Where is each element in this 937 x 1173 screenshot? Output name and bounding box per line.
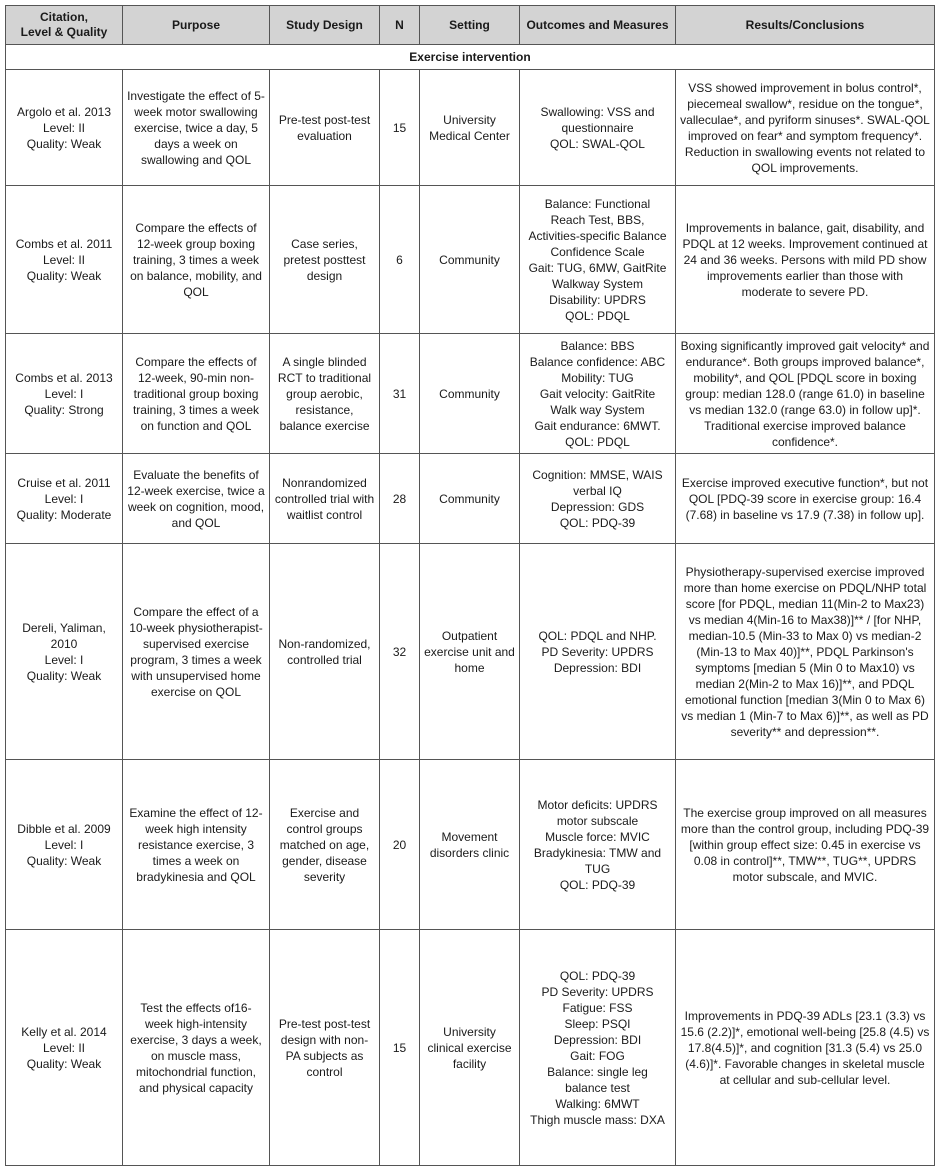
outcome-line: Fatigue: FSS bbox=[562, 1000, 633, 1015]
purpose-cell: Test the effects of16-week high-intensity exercise, 3 days a week, on muscle mass, mitochondrial function, and physical capacity bbox=[123, 930, 270, 1166]
table-row bbox=[6, 930, 935, 1166]
outcomes-cell bbox=[520, 334, 676, 454]
outcome-line: Balance: BBS bbox=[560, 338, 635, 353]
citation-line: Kelly et al. 2014 bbox=[21, 1024, 107, 1039]
citation-cell bbox=[6, 334, 123, 454]
study-design-cell: Non-randomized, controlled trial bbox=[270, 544, 380, 760]
purpose-cell: Compare the effect of a 10-week physiotherapist-supervised exercise program, 3 times a week with unsupervised home exercise on QOL bbox=[123, 544, 270, 760]
header-row bbox=[6, 6, 935, 45]
outcome-line: motor subscale bbox=[556, 813, 639, 828]
outcome-line: Balance confidence: ABC bbox=[529, 354, 666, 369]
outcomes-cell bbox=[520, 760, 676, 930]
header-citation bbox=[6, 6, 123, 45]
outcome-line: Bradykinesia: TMW and bbox=[533, 845, 662, 860]
setting-cell: University Medical Center bbox=[420, 70, 520, 186]
results-cell: The exercise group improved on all measures more than the control group, including PDQ-39 [within group effect size: 0.45 in exercise vs 0.08 in control]**, TMW**, TUG**, UPDRS motor subscale, and MVIC. bbox=[676, 760, 935, 930]
outcome-line: QOL: PDQL bbox=[565, 434, 630, 449]
outcome-line: QOL: PDQL and NHP. bbox=[538, 628, 657, 643]
outcome-line: PD Severity: UPDRS bbox=[541, 984, 654, 999]
study-design-cell: Pre-test post-test design with non-PA subjects as control bbox=[270, 930, 380, 1166]
citation-cell bbox=[6, 544, 123, 760]
citation-line: Combs et al. 2011 bbox=[15, 236, 113, 251]
citation-cell bbox=[6, 186, 123, 334]
outcomes-cell bbox=[520, 70, 676, 186]
purpose-cell: Evaluate the benefits of 12-week exercise, twice a week on cognition, mood, and QOL bbox=[123, 454, 270, 544]
n-cell: 28 bbox=[380, 454, 420, 544]
outcome-line: QOL: PDQ-39 bbox=[559, 877, 636, 892]
results-cell: Physiotherapy-supervised exercise improved more than home exercise on PDQL/NHP total score [for PDQL, median 11(Min-2 to Max23) vs median 4(Min-16 to Max38)]** / [for NHP, median-10.5 (Min-33 to Max 0) vs median-2 (Min-13 to Max 40)]**, PDQL Parkinson's symptoms [median 5 (Min 0 to Max10) vs median 2(Min-2 to Max 16)]**, and PDQL emotional function [median 3(Min 0 to Max 6) vs median 1 (Min-7 to Max 6)]**, as well as PD severity** and depression**. bbox=[676, 544, 935, 760]
n-cell: 32 bbox=[380, 544, 420, 760]
setting-cell: Movement disorders clinic bbox=[420, 760, 520, 930]
header-setting: Setting bbox=[420, 6, 520, 45]
table-row bbox=[6, 544, 935, 760]
outcome-line: Depression: BDI bbox=[553, 660, 642, 675]
citation-line: Level: I bbox=[44, 837, 84, 852]
citation-line: Level: II bbox=[42, 1040, 86, 1055]
citation-line: Quality: Strong bbox=[24, 402, 104, 417]
citation-line: Dereli, Yaliman, bbox=[22, 620, 106, 635]
n-cell: 31 bbox=[380, 334, 420, 454]
outcome-line: Muscle force: MVIC bbox=[545, 829, 650, 844]
purpose-cell: Investigate the effect of 5-week motor swallowing exercise, twice a day, 5 days a week on swallowing and QOL bbox=[123, 70, 270, 186]
outcomes-cell bbox=[520, 930, 676, 1166]
outcome-line: Reach Test, BBS, bbox=[550, 212, 645, 227]
outcome-line: verbal IQ bbox=[573, 483, 622, 498]
setting-cell: Outpatient exercise unit and home bbox=[420, 544, 520, 760]
outcome-line: Balance: single leg bbox=[547, 1064, 648, 1079]
n-cell: 15 bbox=[380, 930, 420, 1166]
setting-cell: University clinical exercise facility bbox=[420, 930, 520, 1166]
study-design-cell: Nonrandomized controlled trial with waitlist control bbox=[270, 454, 380, 544]
citation-line: Quality: Weak bbox=[26, 853, 102, 868]
setting-cell: Community bbox=[420, 186, 520, 334]
outcome-line: questionnaire bbox=[561, 120, 634, 135]
outcome-line: QOL: PDQ-39 bbox=[559, 515, 636, 530]
header-results: Results/Conclusions bbox=[676, 6, 935, 45]
table-row bbox=[6, 454, 935, 544]
header-citation-line2: Level & Quality bbox=[20, 25, 108, 39]
results-cell: Exercise improved executive function*, but not QOL [PDQ-39 score in exercise group: 16.4 (7.68) in baseline vs 17.9 (7.38) in follow up]. bbox=[676, 454, 935, 544]
citation-line: Combs et al. 2013 bbox=[15, 370, 113, 385]
results-cell: Improvements in balance, gait, disability, and PDQL at 12 weeks. Improvement continued at 24 and 36 weeks. Persons with mild PD show improvements earlier than those with moderate to severe PD. bbox=[676, 186, 935, 334]
results-cell: Improvements in PDQ-39 ADLs [23.1 (3.3) vs 15.6 (2.2)]*, emotional well-being [25.8 (4.5) vs 17.8(4.5)]*, and cognition [31.3 (5.4) vs 25.0 (4.6)]*. Favorable changes in skeletal muscle at cellular and sub-cellular level. bbox=[676, 930, 935, 1166]
header-purpose: Purpose bbox=[123, 6, 270, 45]
outcome-line: Confidence Scale bbox=[550, 244, 645, 259]
outcome-line: TUG bbox=[584, 861, 611, 876]
section-title: Exercise intervention bbox=[6, 45, 935, 70]
outcome-line: Gait endurance: 6MWT. bbox=[534, 418, 661, 433]
outcome-line: Sleep: PSQI bbox=[564, 1016, 631, 1031]
citation-line: Quality: Weak bbox=[26, 136, 102, 151]
header-study-design: Study Design bbox=[270, 6, 380, 45]
table-row bbox=[6, 760, 935, 930]
evidence-table bbox=[5, 5, 935, 1166]
citation-line: 2010 bbox=[50, 636, 78, 651]
citation-line: Quality: Moderate bbox=[16, 507, 112, 522]
citation-line: Level: II bbox=[42, 252, 86, 267]
table-row bbox=[6, 186, 935, 334]
outcome-line: Walk way System bbox=[550, 402, 645, 417]
study-design-cell: A single blinded RCT to traditional group aerobic, resistance, balance exercise bbox=[270, 334, 380, 454]
outcome-line: Motor deficits: UPDRS bbox=[537, 797, 658, 812]
outcome-line: Swallowing: VSS and bbox=[540, 104, 655, 119]
citation-line: Argolo et al. 2013 bbox=[16, 104, 112, 119]
outcomes-cell bbox=[520, 454, 676, 544]
header-citation-line1: Citation, bbox=[40, 10, 88, 24]
outcome-line: QOL: SWAL-QOL bbox=[550, 136, 645, 151]
citation-line: Level: I bbox=[44, 652, 84, 667]
results-cell: Boxing significantly improved gait velocity* and endurance*. Both groups improved balance*, mobility*, and QOL [PDQL score in boxing group: median 128.0 (range 61.0) in baseline vs median 132.0 (range 63.0) in follow up]*. Traditional exercise improved balance confidence*. bbox=[676, 334, 935, 454]
outcomes-cell bbox=[520, 544, 676, 760]
setting-cell: Community bbox=[420, 334, 520, 454]
citation-line: Quality: Weak bbox=[26, 668, 102, 683]
evidence-table-container bbox=[5, 5, 934, 1166]
outcome-line: Activities-specific Balance bbox=[528, 228, 667, 243]
outcome-line: Depression: GDS bbox=[550, 499, 645, 514]
citation-line: Level: I bbox=[44, 491, 84, 506]
purpose-cell: Examine the effect of 12-week high intensity resistance exercise, 3 times a week on bradykinesia and QOL bbox=[123, 760, 270, 930]
outcome-line: balance test bbox=[565, 1080, 630, 1095]
outcome-line: Thigh muscle mass: DXA bbox=[530, 1112, 665, 1127]
citation-line: Quality: Weak bbox=[26, 1056, 102, 1071]
outcome-line: Walkway System bbox=[552, 276, 643, 291]
citation-line: Level: I bbox=[44, 386, 84, 401]
outcome-line: QOL: PDQL bbox=[565, 308, 630, 323]
citation-line: Cruise et al. 2011 bbox=[17, 475, 111, 490]
citation-cell bbox=[6, 930, 123, 1166]
purpose-cell: Compare the effects of 12-week, 90-min non-traditional group boxing training, 3 times a week on function and QOL bbox=[123, 334, 270, 454]
outcome-line: Mobility: TUG bbox=[561, 370, 634, 385]
header-n: N bbox=[380, 6, 420, 45]
table-row bbox=[6, 334, 935, 454]
study-design-cell: Exercise and control groups matched on age, gender, disease severity bbox=[270, 760, 380, 930]
citation-line: Level: II bbox=[42, 120, 86, 135]
results-cell: VSS showed improvement in bolus control*, piecemeal swallow*, residue on the tongue*, valleculae*, and pyriform sinuses*. SWAL-QOL improved on fear* and symptom frequency*. Reduction in swallowing events not related to QOL improvements. bbox=[676, 70, 935, 186]
outcome-line: Gait velocity: GaitRite bbox=[539, 386, 656, 401]
citation-cell bbox=[6, 70, 123, 186]
outcome-line: Depression: BDI bbox=[553, 1032, 642, 1047]
outcome-line: PD Severity: UPDRS bbox=[541, 644, 654, 659]
citation-cell bbox=[6, 760, 123, 930]
study-design-cell: Pre-test post-test evaluation bbox=[270, 70, 380, 186]
outcome-line: Walking: 6MWT bbox=[555, 1096, 640, 1111]
outcomes-cell bbox=[520, 186, 676, 334]
header-outcomes: Outcomes and Measures bbox=[520, 6, 676, 45]
outcome-line: QOL: PDQ-39 bbox=[559, 968, 636, 983]
study-design-cell: Case series, pretest posttest design bbox=[270, 186, 380, 334]
section-row bbox=[6, 45, 935, 70]
citation-line: Quality: Weak bbox=[26, 268, 102, 283]
citation-cell bbox=[6, 454, 123, 544]
citation-line: Dibble et al. 2009 bbox=[17, 821, 111, 836]
purpose-cell: Compare the effects of 12-week group boxing training, 3 times a week on balance, mobility, and QOL bbox=[123, 186, 270, 334]
n-cell: 6 bbox=[380, 186, 420, 334]
outcome-line: Gait: FOG bbox=[570, 1048, 625, 1063]
outcome-line: Gait: TUG, 6MW, GaitRite bbox=[528, 260, 667, 275]
table-row bbox=[6, 70, 935, 186]
outcome-line: Cognition: MMSE, WAIS bbox=[532, 467, 663, 482]
outcome-line: Disability: UPDRS bbox=[549, 292, 646, 307]
n-cell: 20 bbox=[380, 760, 420, 930]
n-cell: 15 bbox=[380, 70, 420, 186]
setting-cell: Community bbox=[420, 454, 520, 544]
outcome-line: Balance: Functional bbox=[544, 196, 651, 211]
